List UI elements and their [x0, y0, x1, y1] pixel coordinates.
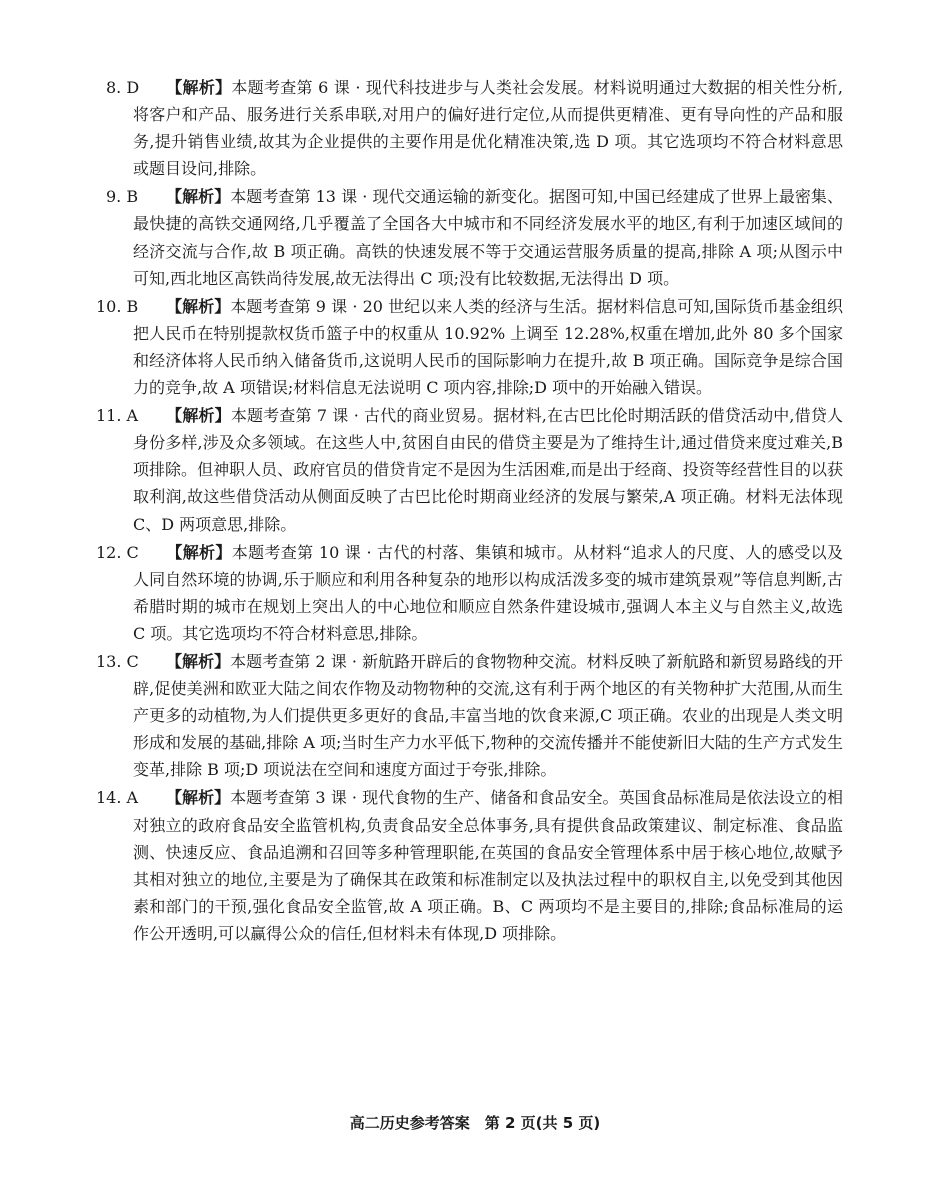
analysis-text: 本题考查第 9 课 · 20 世纪以来人类的经济与生活。据材料信息可知,国际货币基金组织把人民币在特别提款权货币篮子中的权重从 10.92% 上调至 12.28%,权重在增加,此外 80 多个国家和经济体将人民币纳入储备货币,这说明人民币的国际影响力在提升,故 B 项正确。国际竞争是综合国力的竞争,故 A 项错误;材料信息无法说明 C 项内容,排除;D 项中的开始融入错误。 [133, 296, 843, 398]
item-number: 11. A [96, 406, 139, 426]
analysis-text: 本题考查第 2 课 · 新航路开辟后的食物物种交流。材料反映了新航路和新贸易路线的开辟,促使美洲和欧亚大陆之间农作物及动物物种的交流,这有利于两个地区的有关物种扩大范围,从而生产更多的动植物,为人们提供更多更好的食品,丰富当地的饮食来源,C 项正确。农业的出现是人类文明形成和发展的基础,排除 A 项;当时生产力水平低下,物种的交流传播并不能使新旧大陆的生产方式发生变革,排除 B 项;D 项说法在空间和速度方面过于夸张,排除。 [133, 651, 843, 780]
answer-item-8 [106, 74, 843, 182]
analysis-text: 本题考查第 10 课 · 古代的村落、集镇和城市。从材料“追求人的尺度、人的感受以及人同自然环境的协调,乐于顺应和利用各种复杂的地形以构成活泼多变的城市建筑景观”等信息判断,古希腊时期的城市在规划上突出人的中心地位和顺应自然条件建设城市,强调人本主义与自然主义,故选 C 项。其它选项均不符合材料意思,排除。 [133, 542, 843, 643]
answer-item-9 [106, 183, 843, 291]
analysis-text: 本题考查第 13 课 · 现代交通运输的新变化。据图可知,中国已经建成了世界上最密集、最快捷的高铁交通网络,几乎覆盖了全国各大中城市和不同经济发展水平的地区,有利于加速区域间的经济交流与合作,故 B 项正确。高铁的快速发展不等于交通运营服务质量的提高,排除 A 项;从图示中可知,西北地区高铁尚待发展,故无法得出 C 项;没有比较数据,无法得出 D 项。 [133, 187, 843, 288]
item-number: 9. B [106, 187, 139, 207]
analysis-tag: 【解析】 [166, 187, 231, 207]
item-number: 10. B [96, 296, 139, 316]
analysis-tag: 【解析】 [166, 78, 232, 97]
answer-list [96, 74, 843, 947]
item-number: 14. A [96, 788, 139, 808]
item-number: 8. D [106, 78, 140, 97]
answer-item-10 [96, 293, 843, 401]
item-number: 12. C [96, 542, 139, 562]
analysis-text: 本题考查第 7 课 · 古代的商业贸易。据材料,在古巴比伦时期活跃的借贷活动中,借贷人身份多样,涉及众多领域。在这些人中,贫困自由民的借贷主要是为了维持生计,通过借贷来度过难关,B 项排除。但神职人员、政府官员的借贷肯定不是因为生活困难,而是出于经商、投资等经营性目的以获取利润,故这些借贷活动从侧面反映了古巴比伦时期商业经济的发展与繁荣,A 项正确。材料无法体现 C、D 两项意思,排除。 [133, 406, 843, 534]
analysis-tag: 【解析】 [166, 296, 231, 316]
analysis-text: 本题考查第 3 课 · 现代食物的生产、储备和食品安全。英国食品标准局是依法设立的相对独立的政府食品安全监管机构,负责食品安全总体事务,具有提供食品政策建议、制定标准、食品监测、快速反应、食品追溯和召回等多种管理职能,在英国的食品安全管理体系中居于核心地位,故赋予其相对独立的地位,主要是为了确保其在政策和标准制定以及执法过程中的职权自主,以免受到其他因素和部门的干预,强化食品安全监管,故 A 项正确。B、C 两项均不是主要目的,排除;食品标准局的运作公开透明,可以赢得公众的信任,但材料未有体现,D 项排除。 [133, 788, 843, 943]
item-number: 13. C [96, 651, 139, 671]
answer-item-11 [96, 402, 843, 537]
answer-item-13 [96, 648, 843, 783]
analysis-text: 本题考查第 6 课 · 现代科技进步与人类社会发展。材料说明通过大数据的相关性分析,将客户和产品、服务进行关系串联,对用户的偏好进行定位,从而提供更精准、更有导向性的产品和服务,提升销售业绩,故其为企业提供的主要作用是优化精准决策,选 D 项。其它选项均不符合材料意思或题目设问,排除。 [133, 78, 843, 179]
analysis-tag: 【解析】 [166, 788, 231, 808]
analysis-tag: 【解析】 [166, 406, 231, 426]
page-footer: 高二历史参考答案 第 2 页(共 5 页) [349, 1114, 601, 1132]
analysis-tag: 【解析】 [166, 542, 232, 562]
answer-item-12 [96, 539, 843, 647]
answer-item-14 [96, 784, 843, 947]
analysis-tag: 【解析】 [166, 651, 231, 671]
